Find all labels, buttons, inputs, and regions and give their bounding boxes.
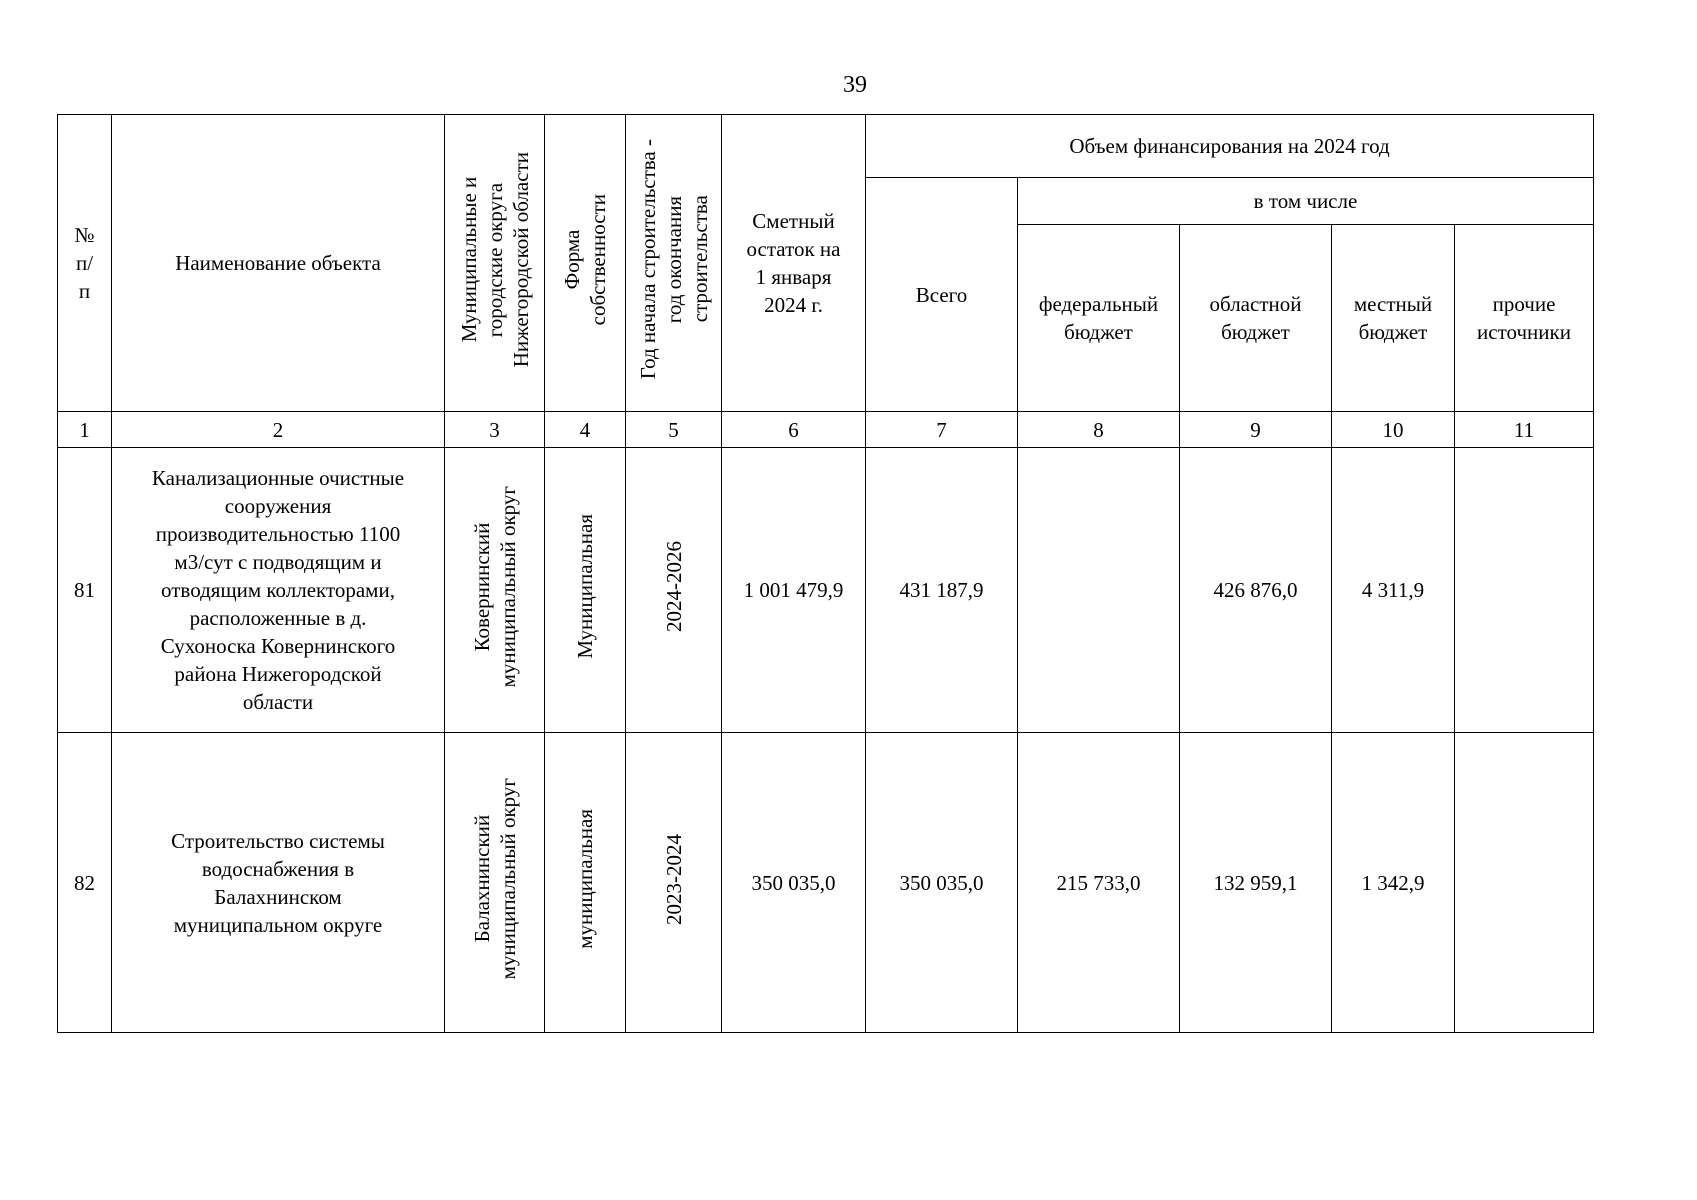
row-municipality-text [469,486,521,687]
header-line: строительства [687,196,712,324]
header-line: Нижегородской области [508,151,533,368]
column-number: 1 [58,412,112,448]
header-line: федеральный [1038,292,1159,316]
row-municipality [445,733,545,1033]
header-num [58,115,112,412]
row-local: 1 342,9 [1332,733,1455,1033]
header-ownership-text [559,194,611,325]
header-line: областной [1209,292,1302,316]
header-num-line: п [78,279,91,303]
header-line: городские округа [482,182,507,337]
header-line: бюджет [1221,320,1290,344]
table-row [58,448,1594,733]
header-line: год окончания [661,195,686,324]
header-line: Сметный [752,209,835,233]
header-line: источники [1477,320,1571,344]
header-line: бюджет [1358,320,1428,344]
row-name-line: Сухоноска Ковернинского [160,634,396,658]
row-other [1455,448,1594,733]
row-name-line: района Нижегородской [174,662,382,686]
header-line: 1 января [755,265,832,289]
header-balance [722,115,866,412]
row-name [112,733,445,1033]
row-years-text: 2024-2026 [661,541,686,632]
row-regional: 132 959,1 [1180,733,1332,1033]
row-name-line: водоснабжения в [201,856,355,881]
header-financing: Объем финансирования на 2024 год [866,115,1594,178]
row-ownership [545,448,626,733]
row-line: муниципальный округ [495,778,520,980]
column-number: 9 [1180,412,1332,448]
header-line: прочие [1492,292,1556,316]
header-federal [1018,225,1180,412]
row-line: муниципальный округ [495,485,520,688]
row-years [626,448,722,733]
row-years [626,733,722,1033]
row-federal [1018,448,1180,733]
header-other [1455,225,1594,412]
column-number: 11 [1455,412,1594,448]
row-name-line: расположенные в д. [189,606,367,630]
column-number: 6 [722,412,866,448]
row-name-line: м3/сут с подводящим и [174,550,382,574]
row-line: Балахнинский [469,815,494,943]
header-line: собственности [586,193,610,326]
column-number: 7 [866,412,1018,448]
row-years-text: 2023-2024 [661,833,686,925]
row-num: 82 [58,733,112,1033]
row-other [1455,733,1594,1033]
row-name-line: производительностью 1100 [155,522,401,546]
row-total: 350 035,0 [866,733,1018,1033]
header-num-line: № [74,223,95,247]
row-name-line: отводящим коллекторами, [161,578,395,602]
header-line: Год начала строительства - [635,139,660,380]
header-line: остаток на [746,237,841,261]
row-name [112,448,445,733]
column-number: 5 [626,412,722,448]
row-line: Ковернинский [469,522,494,651]
header-line: бюджет [1064,320,1133,344]
header-regional [1180,225,1332,412]
column-number: 10 [1332,412,1455,448]
row-total: 431 187,9 [866,448,1018,733]
row-balance: 350 035,0 [722,733,866,1033]
header-local [1332,225,1455,412]
page-number: 39 [843,72,867,98]
header-municipality [445,115,545,412]
row-federal: 215 733,0 [1018,733,1180,1033]
row-name-line: области [242,690,314,714]
row-ownership-text: Муниципальная [573,514,597,659]
row-municipality [445,448,545,733]
header-total: Всего [866,178,1018,412]
row-local: 4 311,9 [1332,448,1455,733]
header-ownership [545,115,626,412]
row-name-line: Канализационные очистные [151,466,405,490]
row-ownership [545,733,626,1033]
row-ownership-text: муниципальная [573,809,597,949]
row-municipality-text [469,778,521,979]
header-line: Форма [560,229,584,290]
header-line: местный [1353,292,1433,316]
header-years [626,115,722,412]
row-num: 81 [58,448,112,733]
row-name-line: Балахнинском [214,884,342,909]
header-line: 2024 г. [764,293,823,317]
row-regional: 426 876,0 [1180,448,1332,733]
table-row [58,733,1594,1033]
row-name-line: муниципальном округе [173,912,383,937]
column-number: 3 [445,412,545,448]
column-numbers-row [58,412,1594,448]
header-years-text [635,139,713,379]
header-line: Муниципальные и [456,176,481,343]
column-number: 4 [545,412,626,448]
row-name-line: Строительство системы [171,828,385,853]
row-name-line: сооружения [224,494,332,518]
row-balance: 1 001 479,9 [722,448,866,733]
header-including: в том числе [1018,178,1594,225]
financing-table [57,114,1594,1033]
column-number: 8 [1018,412,1180,448]
header-municipality-text [456,152,534,367]
header-num-line: п/ [75,251,94,275]
header-name: Наименование объекта [112,115,445,412]
column-number: 2 [112,412,445,448]
